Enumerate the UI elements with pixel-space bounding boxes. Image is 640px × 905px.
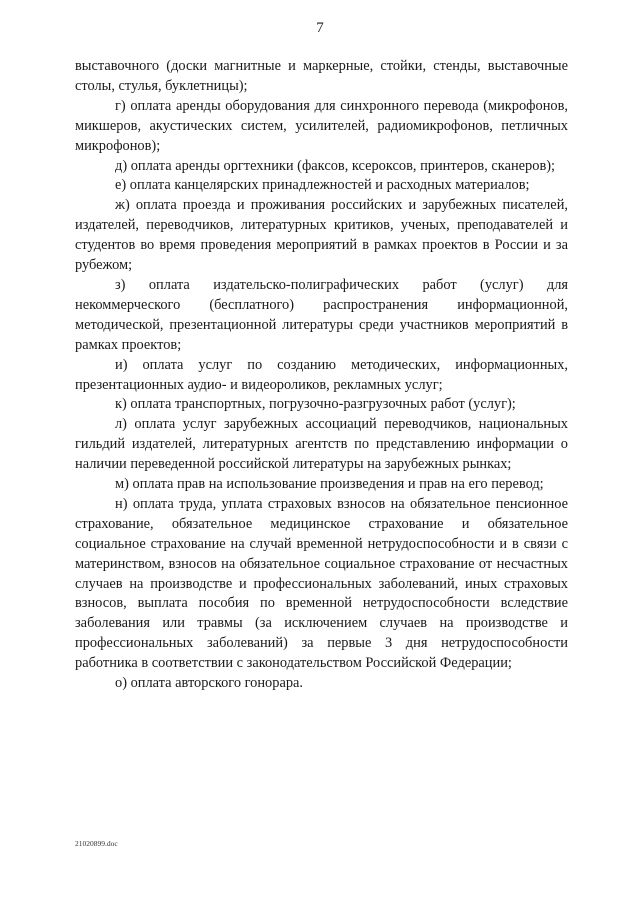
paragraph: выставочного (доски магнитные и маркерные, стойки, стенды, выставочные столы, стулья, буклетницы); xyxy=(75,58,568,94)
paragraph-item-g: г) оплата аренды оборудования для синхронного перевода (микрофонов, микшеров, акустических систем, усилителей, радиомикрофонов, петличных микрофонов); xyxy=(75,97,568,154)
page-number: 7 xyxy=(316,20,324,36)
paragraph-item-i: и) оплата услуг по созданию методических, информационных, презентационных аудио- и видеороликов, рекламных услуг; xyxy=(75,356,568,393)
paragraph-item-z: з) оплата издательско-полиграфических работ (услуг) для некоммерческого (бесплатного) распространения информационной, методической, презентационной литературы среди участников мероприятий в рамках проектов; xyxy=(75,276,568,353)
footer-doc-code: 21020899.doc xyxy=(75,839,118,848)
paragraph-item-m: м) оплата прав на использование произведения и прав на его перевод; xyxy=(115,476,544,493)
paragraph-item-l: л) оплата услуг зарубежных ассоциаций переводчиков, национальных гильдий издателей, литературных агентств по представлению информации о наличии переведенной российской литературы на зарубежных рынках; xyxy=(75,416,568,473)
paragraph-item-k: к) оплата транспортных, погрузочно-разгрузочных работ (услуг); xyxy=(115,396,516,413)
paragraph-item-zh: ж) оплата проезда и проживания российских и зарубежных писателей, издателей, переводчиков, литературных критиков, ученых, преподавателей и студентов во время проведения мероприятий в рамках проектов в России и за рубежом; xyxy=(75,197,568,274)
paragraph-item-d: д) оплата аренды оргтехники (факсов, ксероксов, принтеров, сканеров); xyxy=(115,157,556,174)
paragraph-item-o: о) оплата авторского гонорара. xyxy=(115,675,304,692)
paragraph-item-e: е) оплата канцелярских принадлежностей и расходных материалов; xyxy=(115,177,530,194)
paragraph-item-n: н) оплата труда, уплата страховых взносов на обязательное пенсионное страхование, обязательное медицинское страхование и обязательное социальное страхование на случай временной нетрудоспособности и в связи с материнством, взносов на обязательное социальное страхование от несчастных случаев на производстве и профессиональных заболеваний, иных страховых взносов, выплата пособия по временной нетрудоспособности вследствие заболевания или травмы (за исключением случаев на производстве и профессиональных заболеваний) за первые 3 дня нетрудоспособности работника в соответствии с законодательством Российской Федерации; xyxy=(75,495,568,672)
document-body xyxy=(75,57,568,694)
